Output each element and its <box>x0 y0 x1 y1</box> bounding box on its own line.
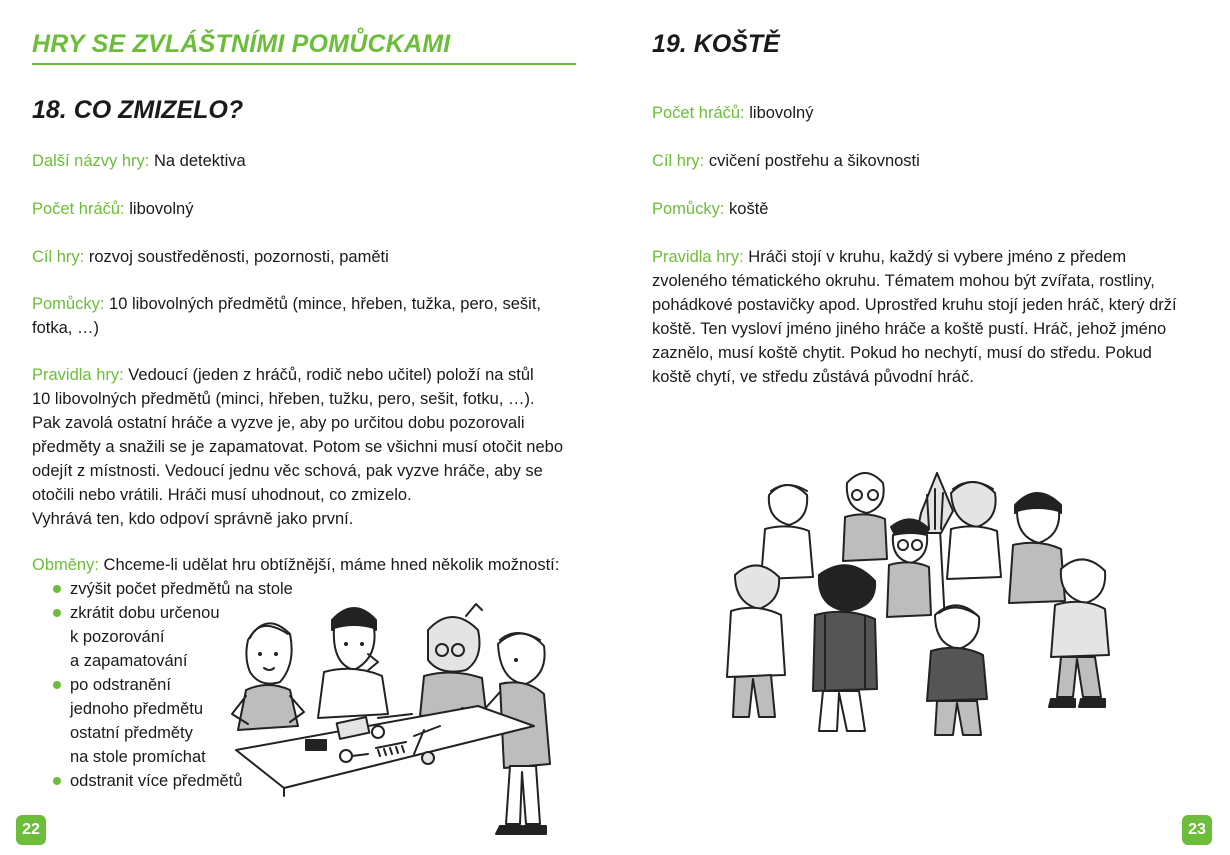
field-other-names <box>32 149 246 173</box>
field-label: Obměny: <box>32 556 99 574</box>
field-goal <box>32 245 389 269</box>
field-value: Chceme-li udělat hru obtížnější, máme hned několik možností: <box>103 556 560 574</box>
right-page <box>615 0 1230 855</box>
page-number-badge: 22 <box>16 815 46 845</box>
field-rules <box>32 363 602 531</box>
field-label: Cíl hry: <box>32 248 85 266</box>
rules-text: zvoleného tématického okruhu. Tématem mohou být zvířata, rostliny, <box>652 272 1155 290</box>
list-item: zvýšit počet předmětů na stole <box>50 577 293 601</box>
list-item: zkrátit dobu určenou k pozorování a zapamatování <box>50 601 293 673</box>
field-variants <box>32 553 559 577</box>
field-rules <box>652 245 1212 389</box>
game-title-19: 19. KOŠTĚ <box>652 30 780 58</box>
field-tools <box>652 197 768 221</box>
green-dot-icon <box>53 585 61 593</box>
field-label: Pomůcky: <box>652 200 725 218</box>
field-value: cvičení postřehu a šikovnosti <box>708 152 920 170</box>
rules-text: 10 libovolných předmětů (minci, hřeben, tužku, pero, sešit, fotku, …). <box>32 390 535 408</box>
field-value: 10 libovolných předmětů (mince, hřeben, tužka, pero, sešit, <box>109 295 542 313</box>
field-tools <box>32 292 592 340</box>
field-label: Pravidla hry: <box>32 366 124 384</box>
field-label: Cíl hry: <box>652 152 705 170</box>
list-item: odstranit více předmětů <box>50 769 293 793</box>
green-dot-icon <box>53 777 61 785</box>
field-players <box>652 101 813 125</box>
page-number-badge: 23 <box>1182 815 1212 845</box>
rules-text: Vyhrává ten, kdo odpoví správně jako první. <box>32 510 354 528</box>
rules-text: předměty a snažili se je zapamatovat. Potom se všichni musí otočit nebo <box>32 438 564 456</box>
field-value: libovolný <box>749 104 814 122</box>
field-label: Další názvy hry: <box>32 152 150 170</box>
rules-text: zaznělo, musí koště chytit. Pokud ho nechytí, musí do středu. Pokud <box>652 344 1152 362</box>
rules-text: Hráči stojí v kruhu, každý si vybere jméno z předem <box>748 248 1127 266</box>
section-divider <box>32 63 576 65</box>
green-dot-icon <box>53 681 61 689</box>
rules-text: koště chytí, ve středu zůstává původní hráč. <box>652 368 974 386</box>
rules-text: odejít z místnosti. Vedoucí jednu věc schová, pak vyzve hráče, aby se <box>32 462 543 480</box>
rules-text: otočili nebo vrátili. Hráči musí uhodnout, co zmizelo. <box>32 486 412 504</box>
green-dot-icon <box>53 609 61 617</box>
rules-text: Vedoucí (jeden z hráčů, rodič nebo učitel) položí na stůl <box>128 366 534 384</box>
section-title: HRY SE ZVLÁŠTNÍMI POMŮCKAMI <box>32 30 451 58</box>
list-item: po odstranění jednoho předmětu ostatní předměty na stole promíchat <box>50 673 293 769</box>
field-label: Pravidla hry: <box>652 248 744 266</box>
field-players <box>32 197 193 221</box>
children-broom-circle-illustration <box>715 465 1135 745</box>
rules-text: Pak zavolá ostatní hráče a vyzve je, aby po určitou dobu pozorovali <box>32 414 525 432</box>
field-value: rozvoj soustředěnosti, pozornosti, paměti <box>88 248 389 266</box>
field-value: Na detektiva <box>153 152 246 170</box>
field-goal <box>652 149 920 173</box>
game-title-18: 18. CO ZMIZELO? <box>32 96 244 124</box>
rules-text: koště. Ten vysloví jméno jiného hráče a koště pustí. Hráč, jehož jméno <box>652 320 1167 338</box>
rules-text: pohádkové postavičky apod. Uprostřed kruhu stojí jeden hráč, který drží <box>652 296 1177 314</box>
field-value: koště <box>729 200 769 218</box>
field-label: Pomůcky: <box>32 295 105 313</box>
field-label: Počet hráčů: <box>32 200 125 218</box>
children-table-illustration <box>228 600 590 840</box>
field-label: Počet hráčů: <box>652 104 745 122</box>
field-value: fotka, …) <box>32 319 99 337</box>
field-value: libovolný <box>129 200 194 218</box>
